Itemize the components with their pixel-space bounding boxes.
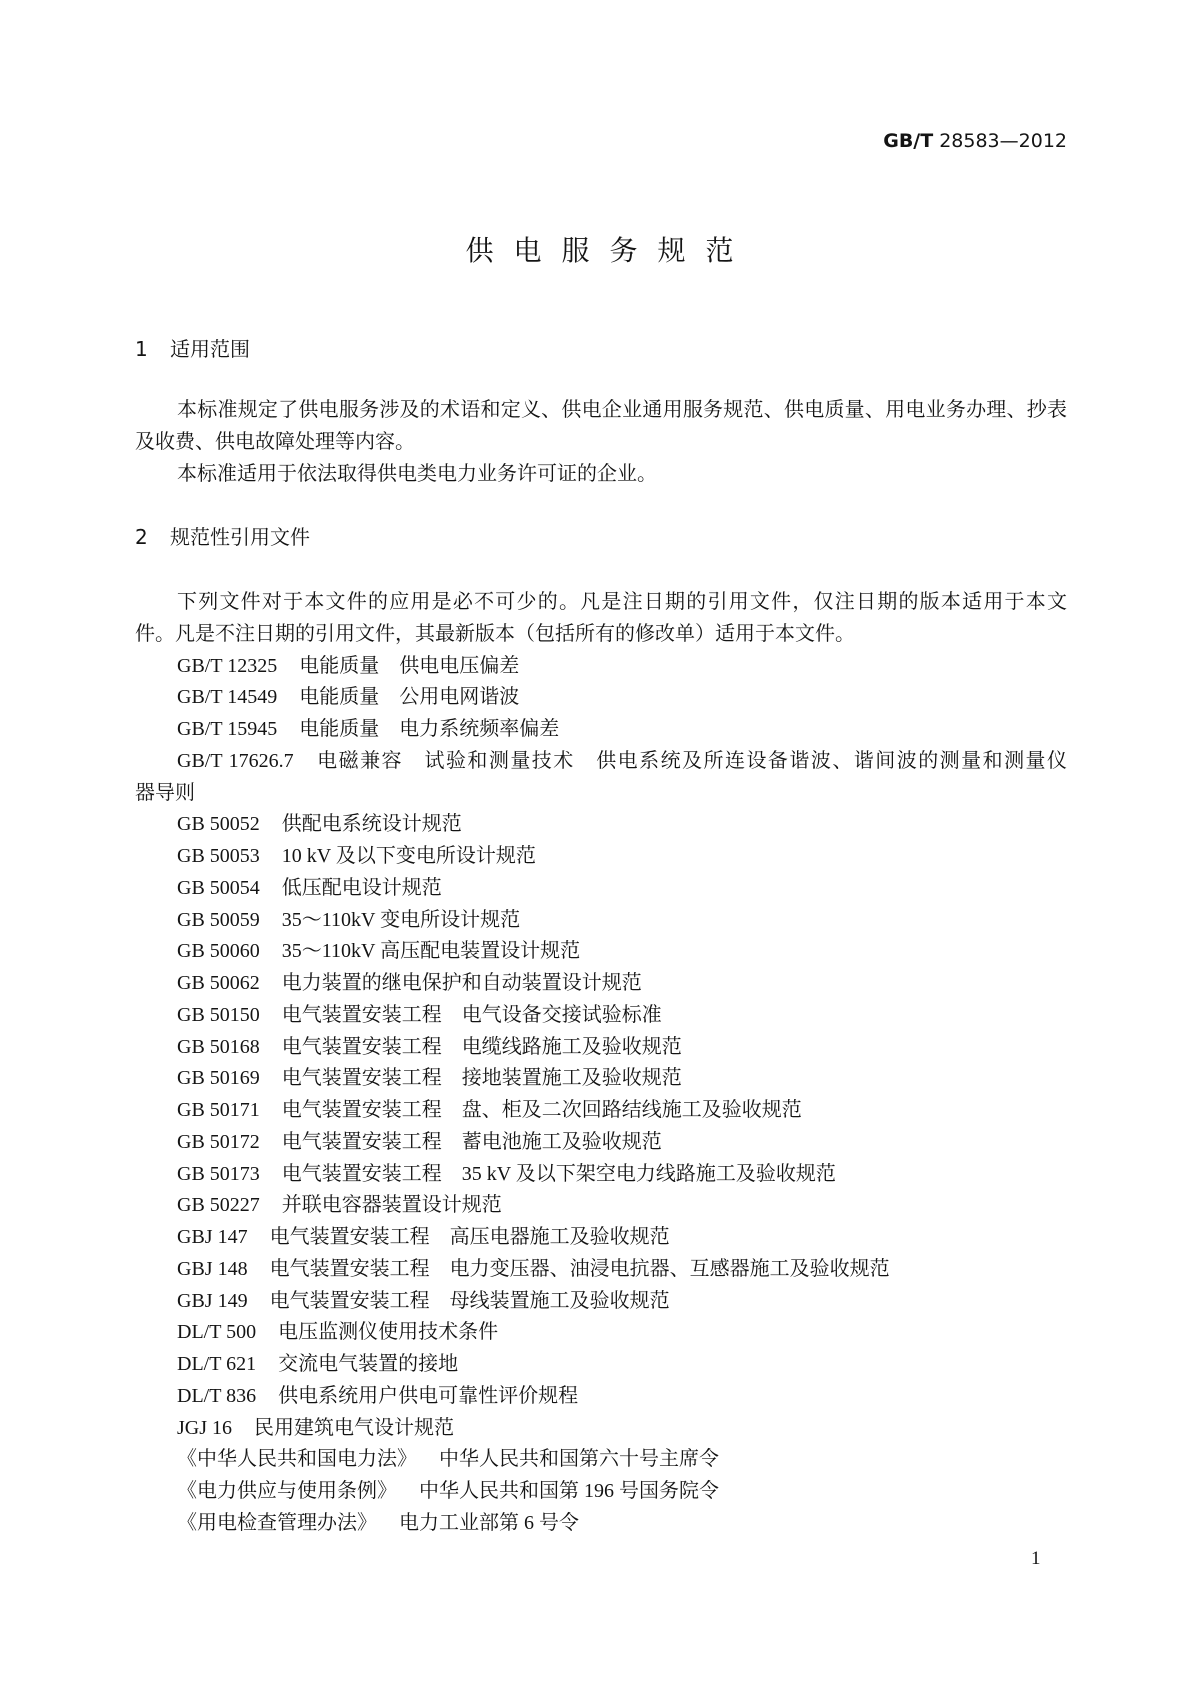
reference-title: 中华人民共和国第 196 号国务院令 xyxy=(419,1480,719,1502)
reference-title: 电气装置安装工程 电缆线路施工及验收规范 xyxy=(281,1035,682,1058)
standard-prefix: GB/T xyxy=(883,130,934,152)
reference-code: DL/T 621 xyxy=(177,1353,257,1375)
section-heading xyxy=(135,521,310,553)
reference-code: GB 50060 xyxy=(177,940,260,963)
reference-item xyxy=(135,905,1067,937)
reference-item xyxy=(135,1349,1067,1381)
reference-title: 交流电气装置的接地 xyxy=(278,1353,459,1375)
reference-item xyxy=(135,873,1067,905)
paragraph-line: 下列文件对于本文件的应用是必不可少的。凡是注日期的引用文件，仅注日期的版本适用于本文 xyxy=(177,591,1067,613)
reference-title: 电气装置安装工程 接地装置施工及验收规范 xyxy=(281,1067,682,1090)
reference-item xyxy=(135,1159,1067,1191)
reference-title: 电压监测仪使用技术条件 xyxy=(278,1321,499,1344)
reference-code: GB 50150 xyxy=(177,1003,260,1026)
paragraph-line: 本标准适用于依法取得供电类电力业务许可证的企业。 xyxy=(177,462,657,485)
section-number: 1 xyxy=(135,337,148,361)
reference-title: 35～110kV 变电所设计规范 xyxy=(281,908,521,931)
reference-item xyxy=(135,682,1067,714)
reference-item xyxy=(135,1476,1067,1508)
reference-title: 低压配电设计规范 xyxy=(281,876,442,899)
reference-item xyxy=(135,968,1067,1000)
reference-title: 电能质量 供电电压偏差 xyxy=(299,654,520,677)
paragraph-line: 件。凡是不注日期的引用文件，其最新版本（包括所有的修改单）适用于本文件。 xyxy=(135,622,855,645)
section-number: 2 xyxy=(135,525,148,549)
reference-title: 供配电系统设计规范 xyxy=(281,813,462,836)
reference-item xyxy=(135,841,1067,873)
standard-number: 28583—2012 xyxy=(939,130,1067,152)
section-body xyxy=(135,395,1067,490)
reference-item xyxy=(135,651,1067,683)
reference-item xyxy=(135,809,1067,841)
reference-code: GB/T 12325 xyxy=(177,654,278,677)
reference-code: 《中华人民共和国电力法》 xyxy=(177,1448,417,1471)
reference-code: GB 50227 xyxy=(177,1194,260,1217)
reference-code: GB 50171 xyxy=(177,1099,260,1121)
reference-title: 电磁兼容 试验和测量技术 供电系统及所连设备谐波、谐间波的测量和测量仪 xyxy=(315,749,1068,772)
paragraph xyxy=(135,587,1067,651)
reference-title: 电气装置安装工程 母线装置施工及验收规范 xyxy=(269,1289,670,1312)
standard-number-header xyxy=(883,129,1067,153)
paragraph-line: 及收费、供电故障处理等内容。 xyxy=(135,430,415,453)
reference-code: GBJ 147 xyxy=(177,1226,248,1248)
reference-code: GB/T 14549 xyxy=(177,686,278,709)
reference-item xyxy=(135,1444,1067,1476)
reference-item xyxy=(135,1508,1067,1540)
reference-item xyxy=(135,1190,1067,1222)
reference-code: DL/T 836 xyxy=(177,1384,257,1407)
reference-item xyxy=(135,1381,1067,1413)
reference-title: 10 kV 及以下变电所设计规范 xyxy=(281,845,536,867)
reference-code: GB 50172 xyxy=(177,1130,260,1153)
reference-item xyxy=(135,1000,1067,1032)
reference-code: GB 50054 xyxy=(177,876,260,899)
reference-code: DL/T 500 xyxy=(177,1321,257,1344)
paragraph xyxy=(135,459,1067,491)
page-number: 1 xyxy=(1031,1548,1041,1569)
reference-title: 电能质量 公用电网谐波 xyxy=(299,686,520,709)
reference-code: GB 50053 xyxy=(177,845,260,867)
reference-item xyxy=(135,1032,1067,1064)
reference-item xyxy=(135,746,1067,778)
reference-item xyxy=(135,1254,1067,1286)
paragraph-line: 本标准规定了供电服务涉及的术语和定义、供电企业通用服务规范、供电质量、用电业务办理、抄表 xyxy=(177,399,1067,421)
reference-item xyxy=(135,1063,1067,1095)
reference-title: 并联电容器装置设计规范 xyxy=(281,1194,502,1217)
paragraph xyxy=(135,395,1067,459)
reference-item xyxy=(135,1317,1067,1349)
section-title: 规范性引用文件 xyxy=(170,525,310,549)
reference-code: GB 50169 xyxy=(177,1067,260,1090)
reference-title: 电气装置安装工程 电力变压器、油浸电抗器、互感器施工及验收规范 xyxy=(269,1257,890,1280)
reference-item xyxy=(135,1286,1067,1318)
reference-code: 《用电检查管理办法》 xyxy=(177,1511,377,1534)
reference-code: 《电力供应与使用条例》 xyxy=(177,1480,397,1502)
reference-title: 电气装置安装工程 盘、柜及二次回路结线施工及验收规范 xyxy=(281,1099,802,1121)
reference-code: GB 50052 xyxy=(177,813,260,836)
reference-item xyxy=(135,1413,1067,1445)
reference-item xyxy=(135,1127,1067,1159)
reference-title: 电气装置安装工程 电气设备交接试验标准 xyxy=(281,1003,662,1026)
reference-title-continued: 器导则 xyxy=(135,781,195,804)
reference-code: GBJ 149 xyxy=(177,1289,248,1312)
reference-item xyxy=(135,1095,1067,1127)
reference-code: GB 50168 xyxy=(177,1035,260,1058)
reference-code: GBJ 148 xyxy=(177,1257,248,1280)
reference-item xyxy=(135,714,1067,746)
reference-code: JGJ 16 xyxy=(177,1416,233,1439)
reference-title: 35～110kV 高压配电装置设计规范 xyxy=(281,940,581,963)
reference-title: 中华人民共和国第六十号主席令 xyxy=(439,1448,719,1471)
section-body xyxy=(135,587,1067,1540)
section-title: 适用范围 xyxy=(170,337,250,361)
reference-item xyxy=(135,1222,1067,1254)
reference-title: 电力工业部第 6 号令 xyxy=(399,1511,579,1534)
reference-title: 民用建筑电气设计规范 xyxy=(254,1416,455,1439)
reference-title: 电气装置安装工程 35 kV 及以下架空电力线路施工及验收规范 xyxy=(281,1162,836,1185)
reference-code: GB 50059 xyxy=(177,908,260,931)
document-title: 供电服务规范 xyxy=(465,234,754,267)
reference-title: 电气装置安装工程 高压电器施工及验收规范 xyxy=(269,1226,670,1248)
reference-code: GB/T 17626.7 xyxy=(177,749,294,772)
reference-code: GB 50173 xyxy=(177,1162,260,1185)
reference-code: GB/T 15945 xyxy=(177,718,278,740)
reference-title: 电能质量 电力系统频率偏差 xyxy=(299,718,560,740)
reference-title: 供电系统用户供电可靠性评价规程 xyxy=(278,1384,579,1407)
references-list xyxy=(135,651,1067,1540)
reference-item xyxy=(135,936,1067,968)
section-heading xyxy=(135,333,250,365)
reference-title: 电力装置的继电保护和自动装置设计规范 xyxy=(281,972,642,994)
reference-code: GB 50062 xyxy=(177,972,260,994)
reference-title: 电气装置安装工程 蓄电池施工及验收规范 xyxy=(281,1130,662,1153)
